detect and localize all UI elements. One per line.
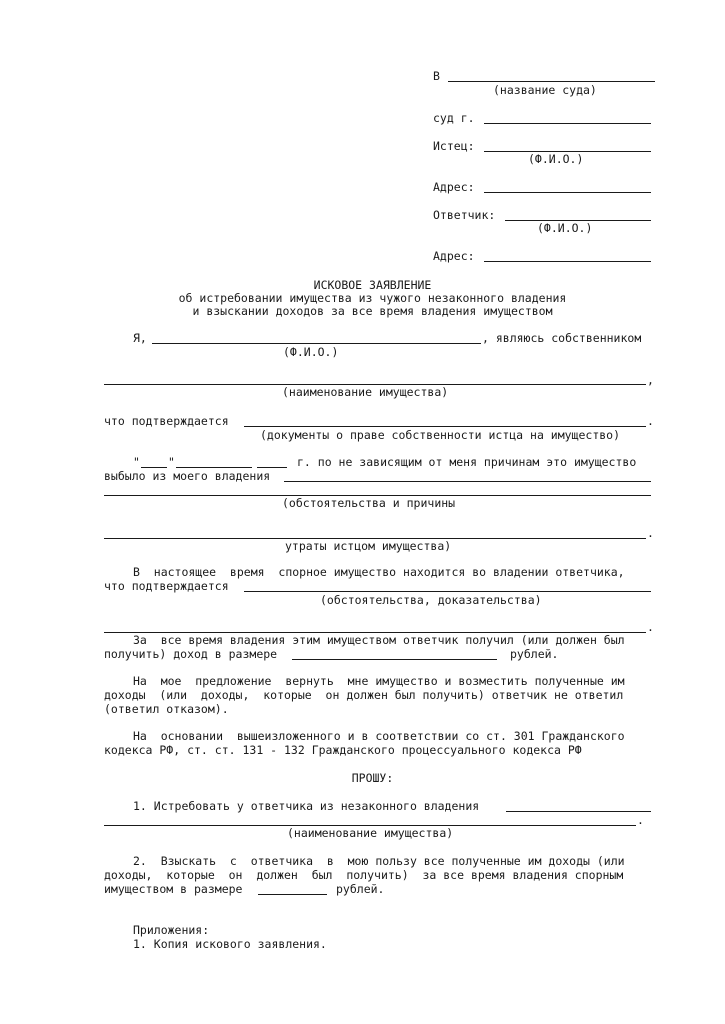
request-item-1: 1. Истребовать у ответчика из незаконного владения <box>133 799 480 813</box>
court-name-line <box>448 81 655 82</box>
date-day-line <box>141 467 167 468</box>
court-name-caption: (название суда) <box>493 83 597 97</box>
court-city-line <box>484 123 651 124</box>
current-possession-line-1: В настоящее время спорное имущество находится во владении ответчика, <box>133 565 625 579</box>
plaintiff-fio-caption: (Ф.И.О.) <box>528 152 584 166</box>
offer-line-1: На мое предложение вернуть мне имущество и возместить полученные им <box>133 674 625 688</box>
request-item-1-caption: (наименование имущества) <box>287 826 454 840</box>
evidence-dot: . <box>647 620 654 634</box>
date-year-line <box>257 467 287 468</box>
offer-line-2: доходы (или доходы, которые он должен был получить) ответчик не ответил <box>104 688 624 702</box>
defendant-fio-caption: (Ф.И.О.) <box>537 221 593 235</box>
left-possession-label: выбыло из моего владения <box>104 469 271 483</box>
circumstances-caption: (обстоятельства и причины <box>282 496 456 510</box>
attachment-item-1: 1. Копия искового заявления. <box>133 937 327 951</box>
basis-line-2: кодекса РФ, ст. ст. 131 - 132 Гражданского процессуального кодекса РФ <box>104 743 582 757</box>
ya-label: Я, <box>133 331 147 345</box>
defendant-address-line <box>484 261 651 262</box>
property-caption: (наименование имущества) <box>282 385 449 399</box>
document-subtitle-2: и взыскании доходов за все время владения имуществом <box>192 304 553 318</box>
date-rest-text: г. по не зависящим от меня причинам это имущество <box>297 455 637 469</box>
defendant-label: Ответчик: <box>433 208 496 222</box>
request-item-2-line-2: доходы, которые он должен был получить) за все время владения спорным <box>104 868 624 882</box>
court-city-label: суд г. <box>433 111 475 125</box>
defendant-address-label: Адрес: <box>433 249 475 263</box>
income-amount-line <box>292 659 497 660</box>
date-month-line <box>176 467 252 468</box>
date-quote-open: " <box>133 455 140 469</box>
request-item-1-dot: . <box>637 813 644 827</box>
circumstances-line-1 <box>284 481 651 482</box>
attachments-heading: Приложения: <box>133 923 210 937</box>
owner-text: , являюсь собственником <box>482 331 642 345</box>
document-title: ИСКОВОЕ ЗАЯВЛЕНИЕ <box>313 278 432 292</box>
basis-line-1: На основании вышеизложенного и в соответствии со ст. 301 Гражданского <box>133 729 625 743</box>
plaintiff-address-label: Адрес: <box>433 180 475 194</box>
date-quote-close: " <box>168 455 175 469</box>
docs-caption: (документы о праве собственности истца на имущество) <box>260 428 621 442</box>
current-possession-line-2: что подтверждается <box>104 579 229 593</box>
plaintiff-address-line <box>484 192 651 193</box>
income-rubles: рублей. <box>510 647 559 661</box>
loss-dot: . <box>647 526 654 540</box>
document-subtitle-1: об истребовании имущества из чужого незаконного владения <box>178 291 567 305</box>
docs-line <box>244 426 646 427</box>
offer-line-3: (ответил отказом). <box>104 702 229 716</box>
request-item-2-amount-line <box>258 894 327 895</box>
owner-fio-caption: (Ф.И.О.) <box>283 345 339 359</box>
loss-caption: утраты истцом имущества) <box>285 539 452 553</box>
request-item-1-line <box>506 811 651 812</box>
plaintiff-label: Истец: <box>433 139 475 153</box>
income-line-2: получить) доход в размере <box>104 647 278 661</box>
request-heading: ПРОШУ: <box>351 771 394 785</box>
income-line-1: За все время владения этим имуществом ответчик получил (или должен был <box>133 633 625 647</box>
evidence-line <box>244 591 651 592</box>
request-item-2-rubles: рублей. <box>336 882 385 896</box>
property-comma: , <box>647 373 654 387</box>
request-item-2-line-3: имуществом в размере <box>104 882 243 896</box>
owner-name-line <box>152 343 481 344</box>
confirmed-label: что подтверждается <box>104 414 229 428</box>
evidence-caption: (обстоятельства, доказательства) <box>320 593 542 607</box>
to-label: В <box>433 69 440 83</box>
request-item-2-line-1: 2. Взыскать с ответчика в мою пользу все полученные им доходы (или <box>133 854 625 868</box>
docs-dot: . <box>647 414 654 428</box>
